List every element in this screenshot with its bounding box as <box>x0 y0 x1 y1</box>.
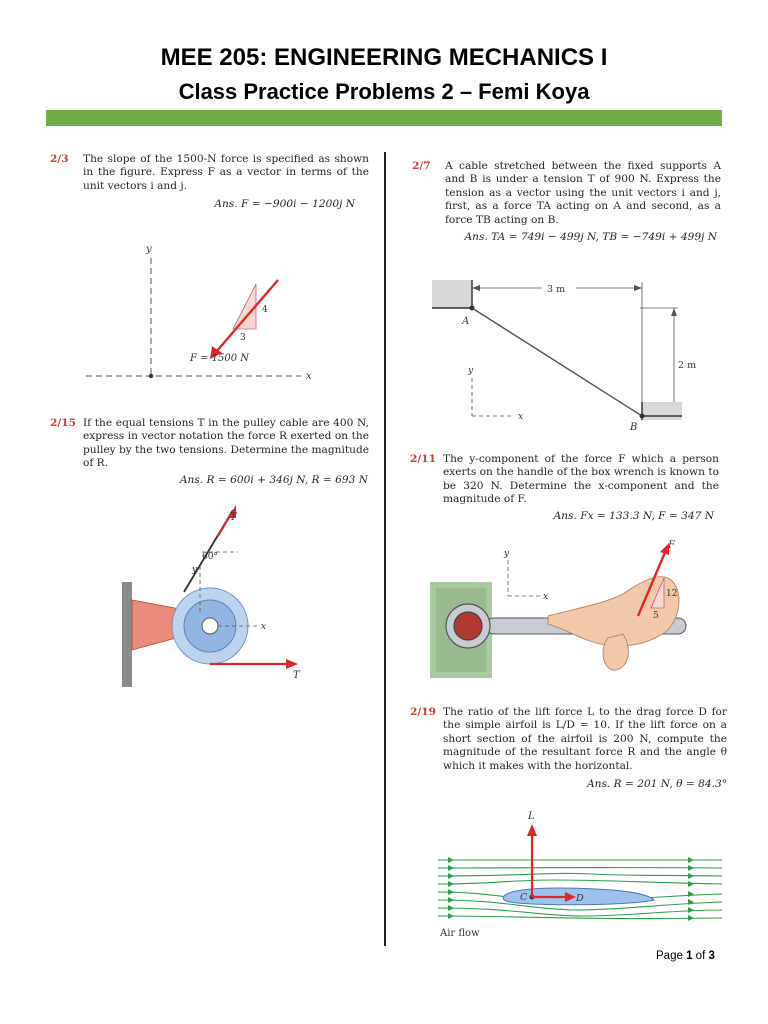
page-number: Page 1 of 3 <box>656 950 715 962</box>
problem-answer: Ans. R = 600i + 346j N, R = 693 N <box>179 474 368 486</box>
problem-number: 2/11 <box>410 453 436 465</box>
tension-top-label: T <box>230 512 237 523</box>
slope-leg-horizontal: 5 <box>653 611 659 621</box>
problem-number: 2/7 <box>412 160 431 172</box>
figure-2-3 <box>56 238 326 392</box>
y-axis-label: y <box>192 565 198 575</box>
x-axis-label: x <box>518 412 524 422</box>
problem-text: A cable stretched between the fixed supports A and B is under a tension T of 900 N. Express the tension as a vector using the unit vectors i and j, first, as a force TA acting on A and second, as a force TB acting on B. <box>445 160 721 226</box>
tension-bottom-label: T <box>293 670 300 681</box>
problem-text: The y-component of the force F which a person exerts on the handle of the box wrench is known to be 320 N. Determine the x-component and the magnitude of F. <box>443 453 719 506</box>
problem-number: 2/19 <box>410 706 436 718</box>
figure-2-11 <box>428 538 710 684</box>
y-axis-label: y <box>146 244 152 255</box>
figure-2-15 <box>118 502 373 694</box>
slope-leg-vertical: 4 <box>262 305 268 315</box>
figure-2-19 <box>432 808 724 944</box>
y-axis-label: y <box>468 366 474 376</box>
x-axis-label: x <box>543 592 549 602</box>
problem-answer: Ans. Fx = 133.3 N, F = 347 N <box>553 510 714 522</box>
document-subtitle: Class Practice Problems 2 – Femi Koya <box>178 79 590 104</box>
column-divider <box>384 152 386 946</box>
x-axis-label: x <box>261 622 267 632</box>
problem-answer: Ans. F = −900i − 1200j N <box>214 198 355 210</box>
lift-label: L <box>528 811 535 822</box>
slope-leg-horizontal: 3 <box>240 333 246 343</box>
problem-text: The ratio of the lift force L to the drag force D for the simple airfoil is L/D = 10. If the lift force on a short section of the airfoil is 200 N, compute the magnitude of the resultant force R and the angle θ which it makes with the horizontal. <box>443 706 727 772</box>
document-title: MEE 205: ENGINEERING MECHANICS I <box>160 44 608 71</box>
figure-2-7 <box>430 276 720 440</box>
problem-answer: Ans. TA = 749i − 499j N, TB = −749i + 499j N <box>464 231 717 243</box>
drag-label: D <box>576 893 584 904</box>
center-label: C <box>520 892 528 903</box>
air-flow-caption: Air flow <box>440 928 480 939</box>
angle-label: 60° <box>202 552 218 562</box>
point-a-label: A <box>462 316 470 327</box>
slope-leg-vertical: 12 <box>666 589 678 599</box>
vertical-dimension: 2 m <box>678 360 697 371</box>
header-accent-bar <box>46 110 722 126</box>
point-b-label: B <box>630 422 638 433</box>
y-axis-label: y <box>504 549 510 559</box>
horizontal-dimension: 3 m <box>547 284 566 295</box>
problem-number: 2/3 <box>50 153 69 165</box>
problem-text: The slope of the 1500-N force is specified as shown in the figure. Express F as a vector in terms of the unit vectors i and j. <box>83 153 369 192</box>
force-label: F = 1500 N <box>190 353 250 364</box>
x-axis-label: x <box>306 371 312 382</box>
problem-text: If the equal tensions T in the pulley cable are 400 N, express in vector notation the force R exerted on the pulley by the two tensions. Determine the magnitude of R. <box>83 417 369 470</box>
force-label: F <box>668 540 675 551</box>
problem-answer: Ans. R = 201 N, θ = 84.3° <box>586 778 727 790</box>
problem-number: 2/15 <box>50 417 76 429</box>
